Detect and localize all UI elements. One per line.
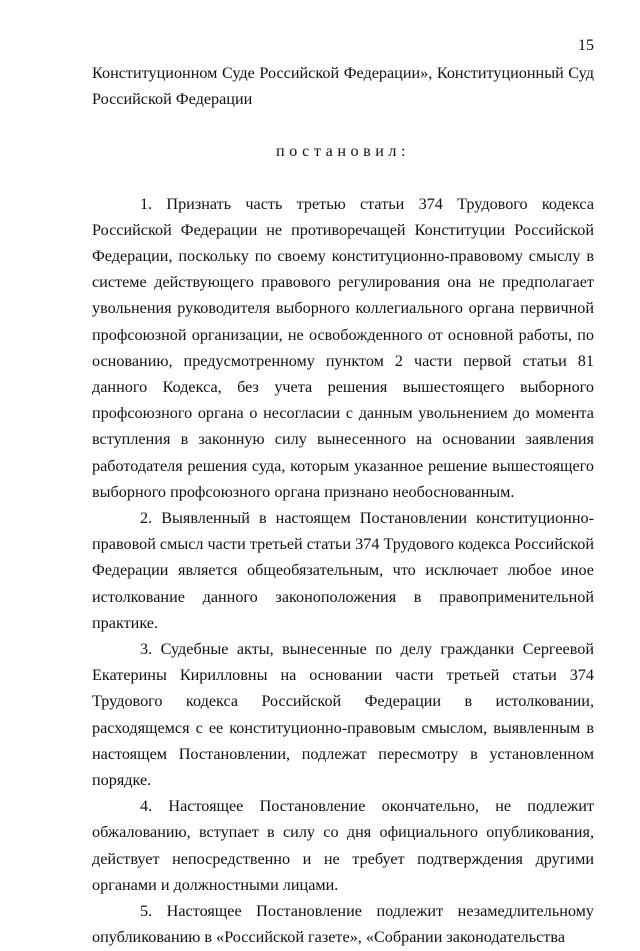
list-item-4: 4. Настоящее Постановление окончательно, не подлежит обжалованию, вступает в силу со дня официального опубликования, действует непосредственно и не требует подтверждения другими органами и должностными лицами. bbox=[92, 797, 594, 894]
intro-paragraph: Конституционном Суде Российской Федерации», Конституционный Суд Российской Федерации bbox=[92, 64, 594, 109]
page-number: 15 bbox=[578, 37, 594, 54]
list-item-5: 5. Настоящее Постановление подлежит незамедлительному опубликованию в «Российской газете», «Собрании законодательства bbox=[92, 902, 594, 947]
document-body bbox=[92, 60, 594, 951]
list-item-3: 3. Судебные акты, вынесенные по делу гражданки Сергеевой Екатерины Кирилловны на основании части третьей статьи 374 Трудового кодекса Российской Федерации в истолковании, расходящемся с ее конституционно-правовым смыслом, выявленным в настоящем Постановлении, подлежат пересмотру в установленном порядке. bbox=[92, 640, 594, 790]
list-item-1: 1. Признать часть третью статьи 374 Трудового кодекса Российской Федерации не противоречащей Конституции Российской Федерации, поскольку по своему конституционно-правовому смыслу в системе действующего правового регулирования она не предполагает увольнения руководителя выборного коллегиального органа первичной профсоюзной организации, не освобожденного от основной работы, по основанию, предусмотренному пунктом 2 части первой статьи 81 данного Кодекса, без учета решения вышестоящего выборного профсоюзного органа о несогласии с данным увольнением до момента вступления в законную силу вынесенного на основании заявления работодателя решения суда, которым указанное решение вышестоящего выборного профсоюзного органа признано необоснованным. bbox=[92, 194, 594, 501]
decree-heading: постановил: bbox=[276, 142, 410, 161]
list-item-2: 2. Выявленный в настоящем Постановлении конституционно-правовой смысл части третьей статьи 374 Трудового кодекса Российской Федерации является общеобязательным, что исключает любое иное истолкование данного законоположения в правоприменительной практике. bbox=[92, 509, 594, 632]
